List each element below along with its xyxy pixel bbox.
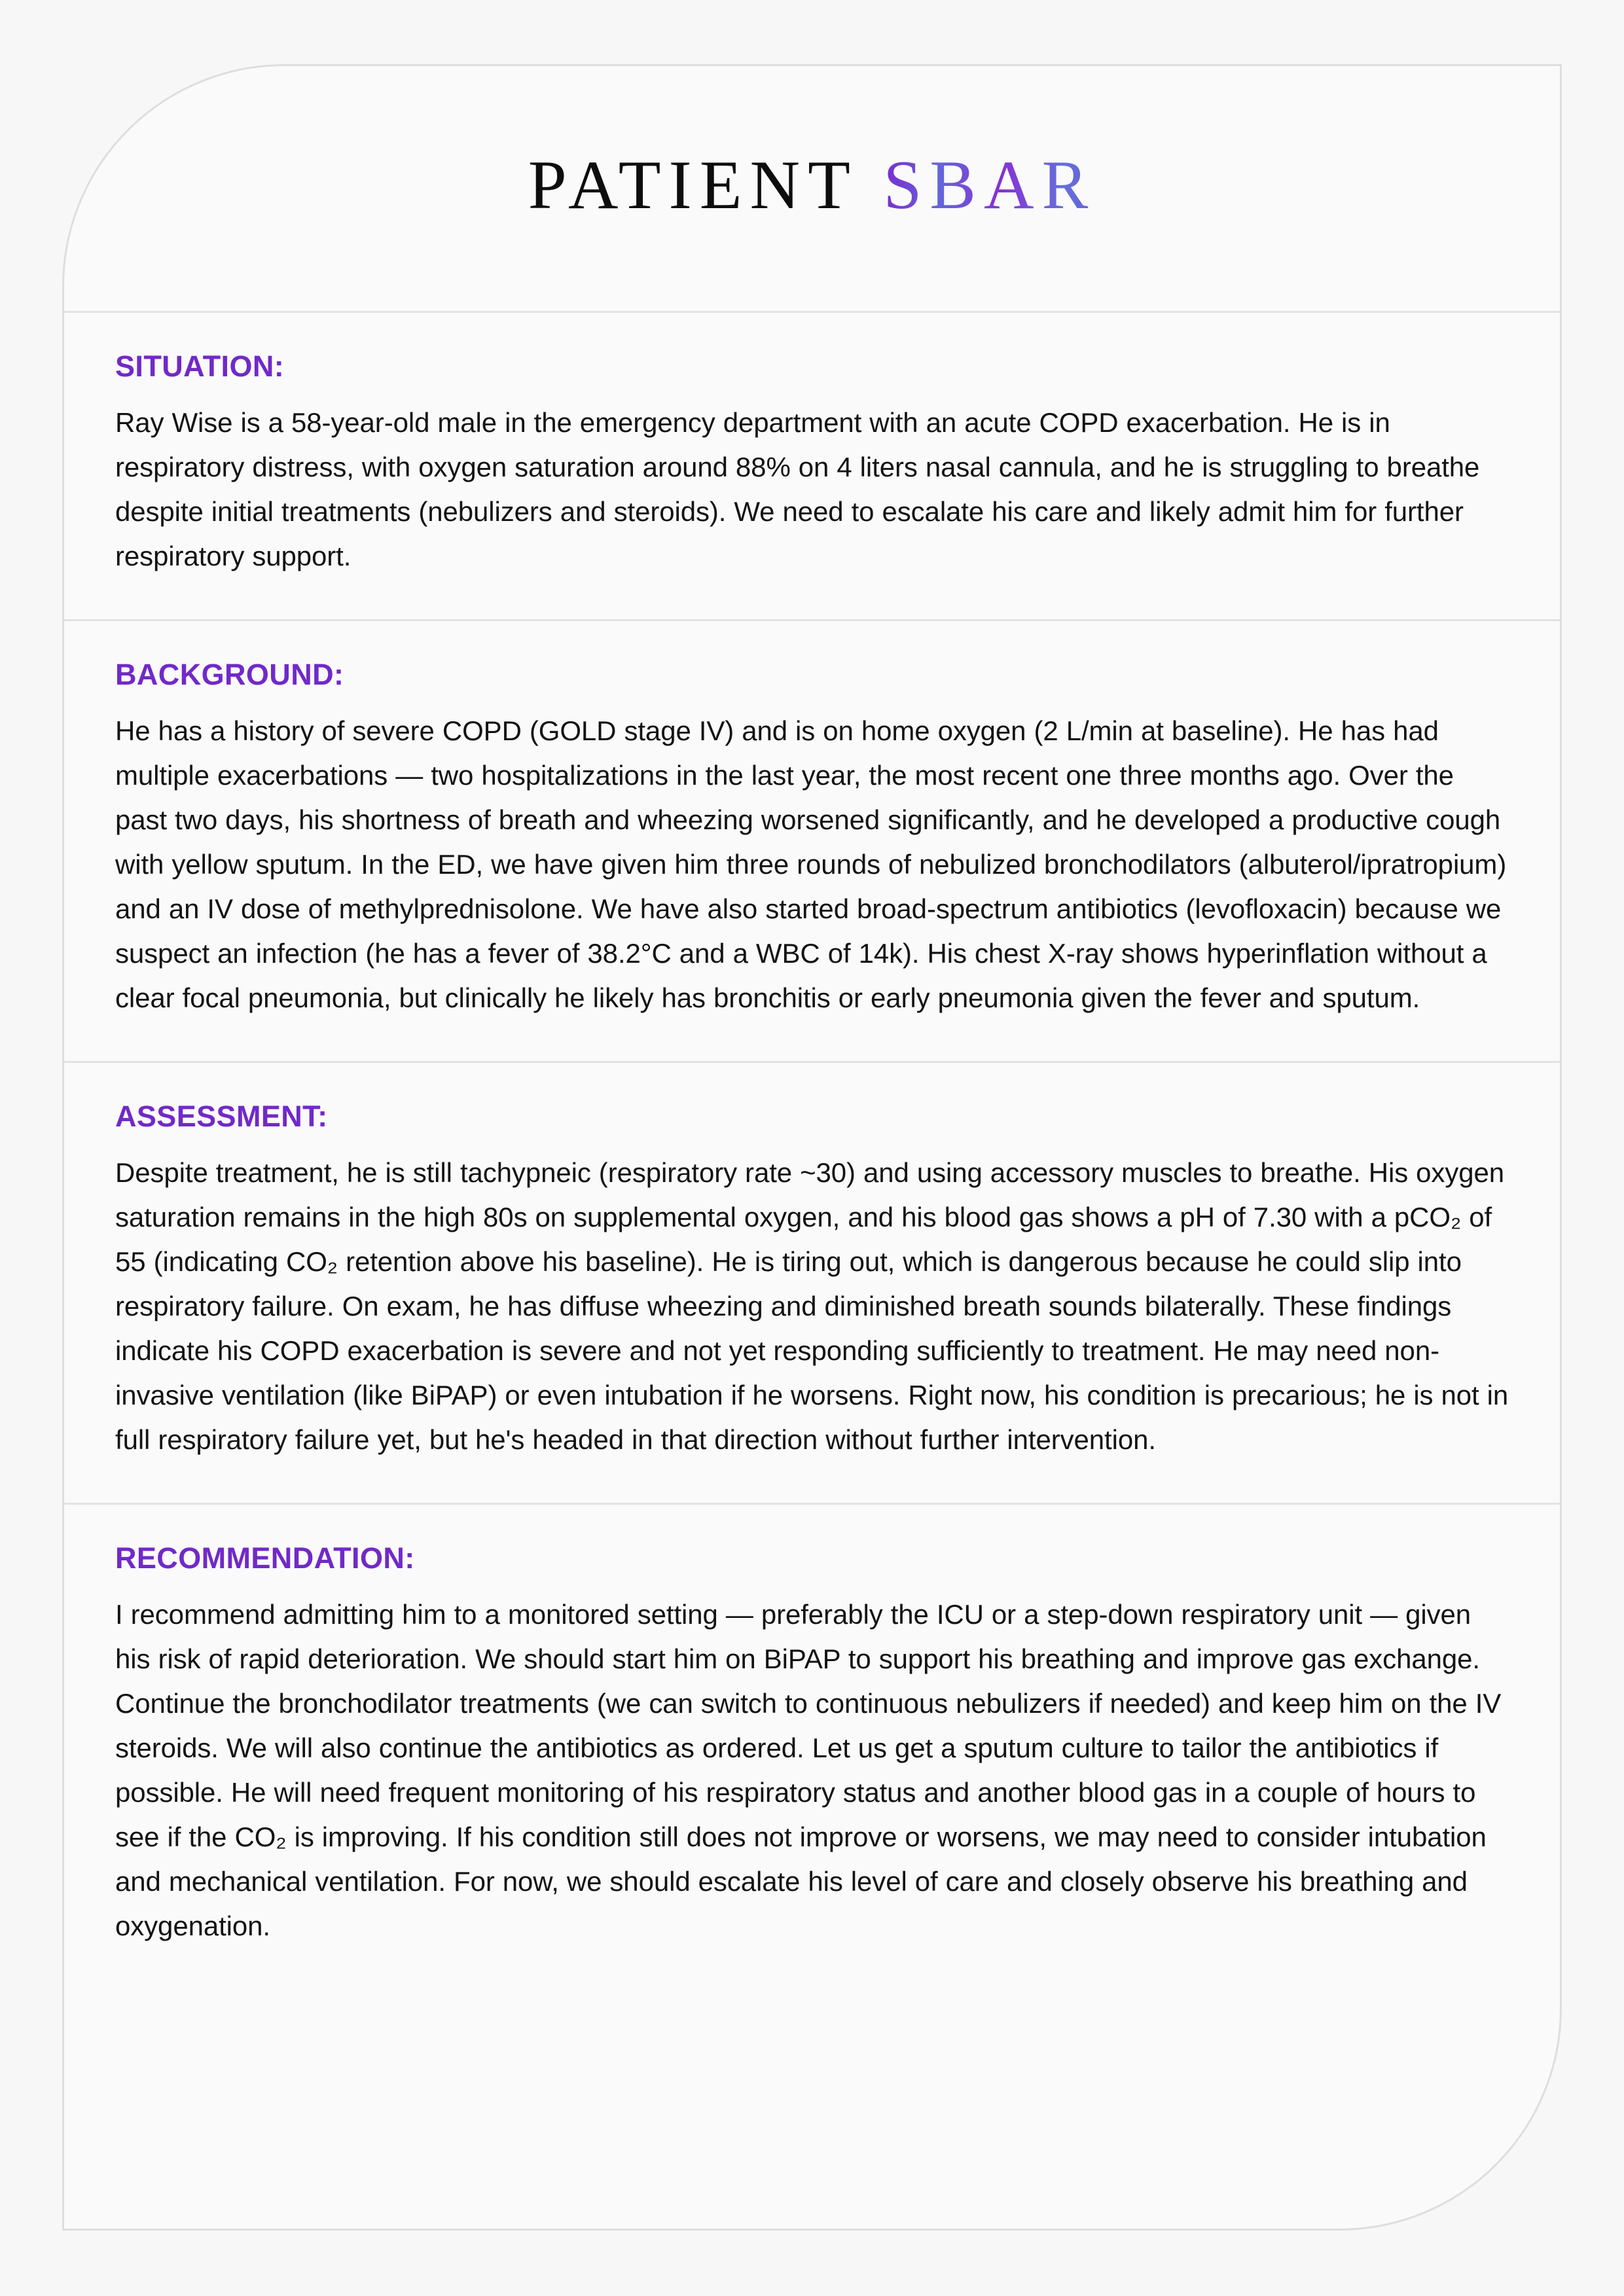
section-body-assessment: Despite treatment, he is still tachypneic (respiratory rate ~30) and using accessory muscles to breathe. His oxygen saturation remains in the high 80s on supplemental oxygen, and his blood gas shows a pH of 7.30 with a pCO₂ of 55 (indicating CO₂ retention above his baseline). He is tiring out, which is dangerous because he could slip into respiratory failure. On exam, he has diffuse wheezing and diminished breath sounds bilaterally. These findings indicate his COPD exacerbation is severe and not yet responding sufficiently to treatment. He may need non-invasive ventilation (like BiPAP) or even intubation if he worsens. Right now, his condition is precarious; he is not in full respiratory failure yet, but he's headed in that direction without further intervention. [115,1157,1509,1455]
section-assessment [64,1063,1560,1505]
title-space [858,147,884,223]
title-word-patient: PATIENT [528,147,858,223]
section-heading-situation: SITUATION: [115,350,285,383]
sbar-document-card [62,64,1562,2231]
section-body-recommendation: I recommend admitting him to a monitored setting — preferably the ICU or a step-down respiratory unit — given his risk of rapid deterioration. We should start him on BiPAP to support his breathing and improve gas exchange. Continue the bronchodilator treatments (we can switch to continuous nebulizers if needed) and keep him on the IV steroids. We will also continue the antibiotics as ordered. Let us get a sputum culture to tailor the antibiotics if possible. He will need frequent monitoring of his respiratory status and another blood gas in a couple of hours to see if the CO₂ is improving. If his condition still does not improve or worsens, we may need to consider intubation and mechanical ventilation. For now, we should escalate his level of care and closely observe his breathing and oxygenation. [115,1598,1502,1941]
section-body-background: He has a history of severe COPD (GOLD stage IV) and is on home oxygen (2 L/min at baseline). He has had multiple exacerbations — two hospitalizations in the last year, the most recent one three months ago. Over the past two days, his shortness of breath and wheezing worsened significantly, and he developed a productive cough with yellow sputum. In the ED, we have given him three rounds of nebulized bronchodilators (albuterol/ipratropium) and an IV dose of methylprednisolone. We have also started broad-spectrum antibiotics (levofloxacin) because we suspect an infection (he has a fever of 38.2°C and a WBC of 14k). His chest X-ray shows hyperinflation without a clear focal pneumonia, but clinically he likely has bronchitis or early pneumonia given the fever and sputum. [115,715,1507,1013]
section-body-situation: Ray Wise is a 58-year-old male in the emergency department with an acute COPD exacerbation. He is in respiratory distress, with oxygen saturation around 88% on 4 liters nasal cannula, and he is struggling to breathe despite initial treatments (nebulizers and steroids). We need to escalate his care and likely admit him for further respiratory support. [115,406,1480,571]
section-background [64,621,1560,1063]
section-heading-recommendation: RECOMMENDATION: [115,1541,415,1575]
page-title [528,147,1096,226]
section-heading-assessment: ASSESSMENT: [115,1099,328,1133]
section-recommendation [64,1505,1560,2007]
title-word-sbar: SBAR [883,147,1096,223]
title-banner [64,66,1560,313]
section-situation [64,313,1560,621]
section-heading-background: BACKGROUND: [115,657,344,691]
